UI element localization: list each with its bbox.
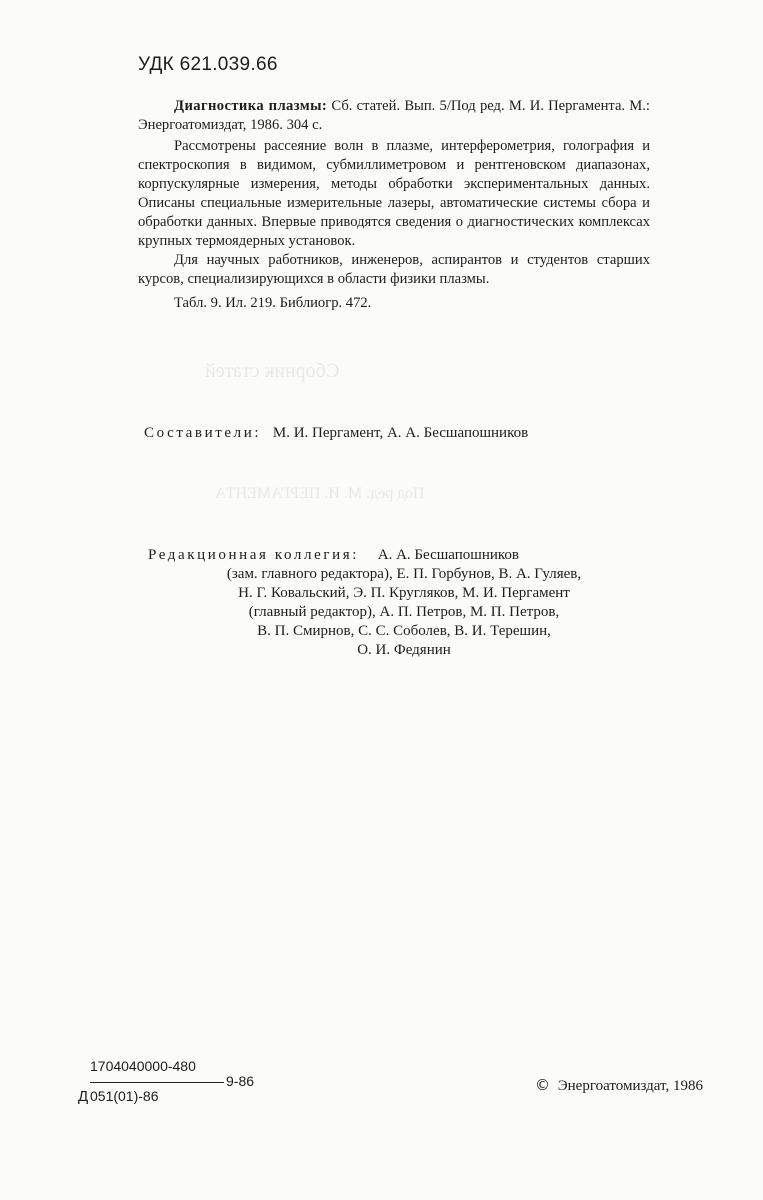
board-names: А. А. Бесшапошников xyxy=(377,547,519,563)
bibliographic-details: Сб. статей. Вып. 5/Под ред. М. И. Пергамента. М.: Энергоатомиздат, 1986. 304 с. xyxy=(138,98,650,133)
board-label: Редакционная коллегия: xyxy=(148,547,360,563)
code-numerator: 1704040000-480 xyxy=(90,1058,196,1074)
board-line: (зам. главного редактора), Е. П. Горбунов, В. А. Гуляев, xyxy=(226,566,582,582)
show-through-text: Сборник статей xyxy=(205,360,340,382)
board-line: (главный редактор), А. П. Петров, М. П. Петров, xyxy=(248,604,560,620)
copyright-icon: © xyxy=(535,1076,550,1094)
bibliographic-entry xyxy=(138,97,650,135)
show-through-text: Под ред. М. И. ПЕРГАМЕНТА xyxy=(215,485,425,502)
audience-paragraph: Для научных работников, инженеров, аспирантов и студентов старших курсов, специализирующихся в области физики плазмы. xyxy=(138,252,650,287)
copyright-text: Энергоатомиздат, 1986 xyxy=(557,1078,703,1094)
board-line: О. И. Федянин xyxy=(357,642,451,658)
board-line xyxy=(148,546,660,565)
board-line: В. П. Смирнов, С. С. Соболев, В. И. Терешин, xyxy=(257,623,551,639)
code-letter: Д xyxy=(78,1088,89,1105)
abstract-block xyxy=(138,97,650,313)
compilers-names: М. И. Пергамент, А. А. Бесшапошников xyxy=(272,425,529,441)
editorial-board xyxy=(148,546,660,660)
code-fraction-line xyxy=(90,1082,224,1083)
copyright-line xyxy=(535,1076,703,1095)
summary-paragraph: Рассмотрены рассеяние волн в плазме, интерферометрия, голография и спектроскопия в видимом, субмиллиметровом и рентгеновском диапазонах, корпускулярные измерения, методы обработки экспериментальных данных. Описаны специальные измерительные лазеры, автоматические системы сбора и обработки данных. Впервые приводятся сведения о диагностических комплексах крупных термоядерных установок. xyxy=(138,138,650,249)
udk-code: УДК 621.039.66 xyxy=(138,54,278,75)
compilers-line xyxy=(144,425,528,442)
board-line: Н. Г. Ковальский, Э. П. Кругляков, М. И. Пергамент xyxy=(238,585,570,601)
compilers-label: Составители: xyxy=(144,425,262,441)
code-denominator: 051(01)-86 xyxy=(90,1088,159,1104)
book-title: Диагностика плазмы: xyxy=(174,98,328,114)
stats-line: Табл. 9. Ил. 219. Библиогр. 472. xyxy=(174,295,372,311)
code-suffix: 9-86 xyxy=(226,1073,255,1089)
